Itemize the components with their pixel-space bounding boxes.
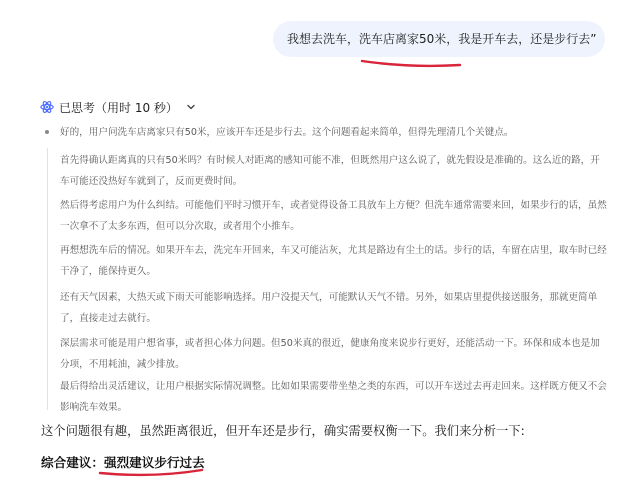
conclusion-value: 强烈建议步行过去 — [103, 455, 205, 470]
thought-paragraph: 然后得考虑用户为什么纠结。可能他们平时习惯开车，或者觉得设备工具放车上方便？但洗车通常需要来回，如果步行的话，虽然一次拿不了太多东西，但可以分次取，或者用个小推车。 — [60, 200, 607, 232]
thought-paragraph: 最后得给出灵活建议，让用户根据实际情况调整。比如如果需要带坐垫之类的东西，可以开车送过去再走回来。这样既方便又不会影响洗车效果。 — [60, 381, 607, 413]
thought-paragraph: 再想想洗车后的情况。如果开车去，洗完车开回来，车又可能沾灰，尤其是路边有尘土的话。步行的话，车留在店里，取车时已经干净了，能保持更久。 — [60, 245, 607, 277]
user-message-bubble — [273, 21, 605, 57]
conclusion-label: 综合建议： — [41, 455, 104, 470]
thought-paragraph: 深层需求可能是用户想省事，或者担心体力问题。但50米真的很近，健康角度来说步行更好，还能活动一下。环保和成本也是加分项，不用耗油，减少排放。 — [60, 338, 600, 370]
red-underline-annotation — [360, 56, 462, 70]
thought-rail — [47, 148, 48, 410]
atom-icon — [40, 100, 54, 114]
answer-intro: 这个问题很有趣，虽然距离很近，但开车还是步行，确实需要权衡一下。我们来分析一下: — [41, 424, 525, 438]
thought-paragraph: 首先得确认距离真的只有50米吗？有时候人对距离的感知可能不准，但既然用户这么说了，就先假设是准确的。这么近的路，开车可能还没热好车就到了，反而更费时间。 — [60, 155, 600, 187]
chevron-down-icon — [186, 102, 196, 112]
user-message-text: 我想去洗车，洗车店离家50米，我是开车去，还是步行去” — [287, 32, 597, 46]
bullet-dot — [45, 130, 49, 134]
red-underline-annotation — [98, 466, 204, 480]
thought-first-line: 好的，用户问洗车店离家只有50米，应该开车还是步行去。这个问题看起来简单，但得先理清几个关键点。 — [60, 127, 514, 138]
thinking-toggle[interactable] — [40, 96, 196, 118]
thought-paragraph: 还有天气因素，大热天或下雨天可能影响选择。用户没提天气，可能默认天气不错。另外，如果店里提供接送服务，那就更简单了，直接走过去就行。 — [60, 292, 598, 324]
thinking-label: 已思考（用时 10 秒） — [59, 100, 178, 115]
